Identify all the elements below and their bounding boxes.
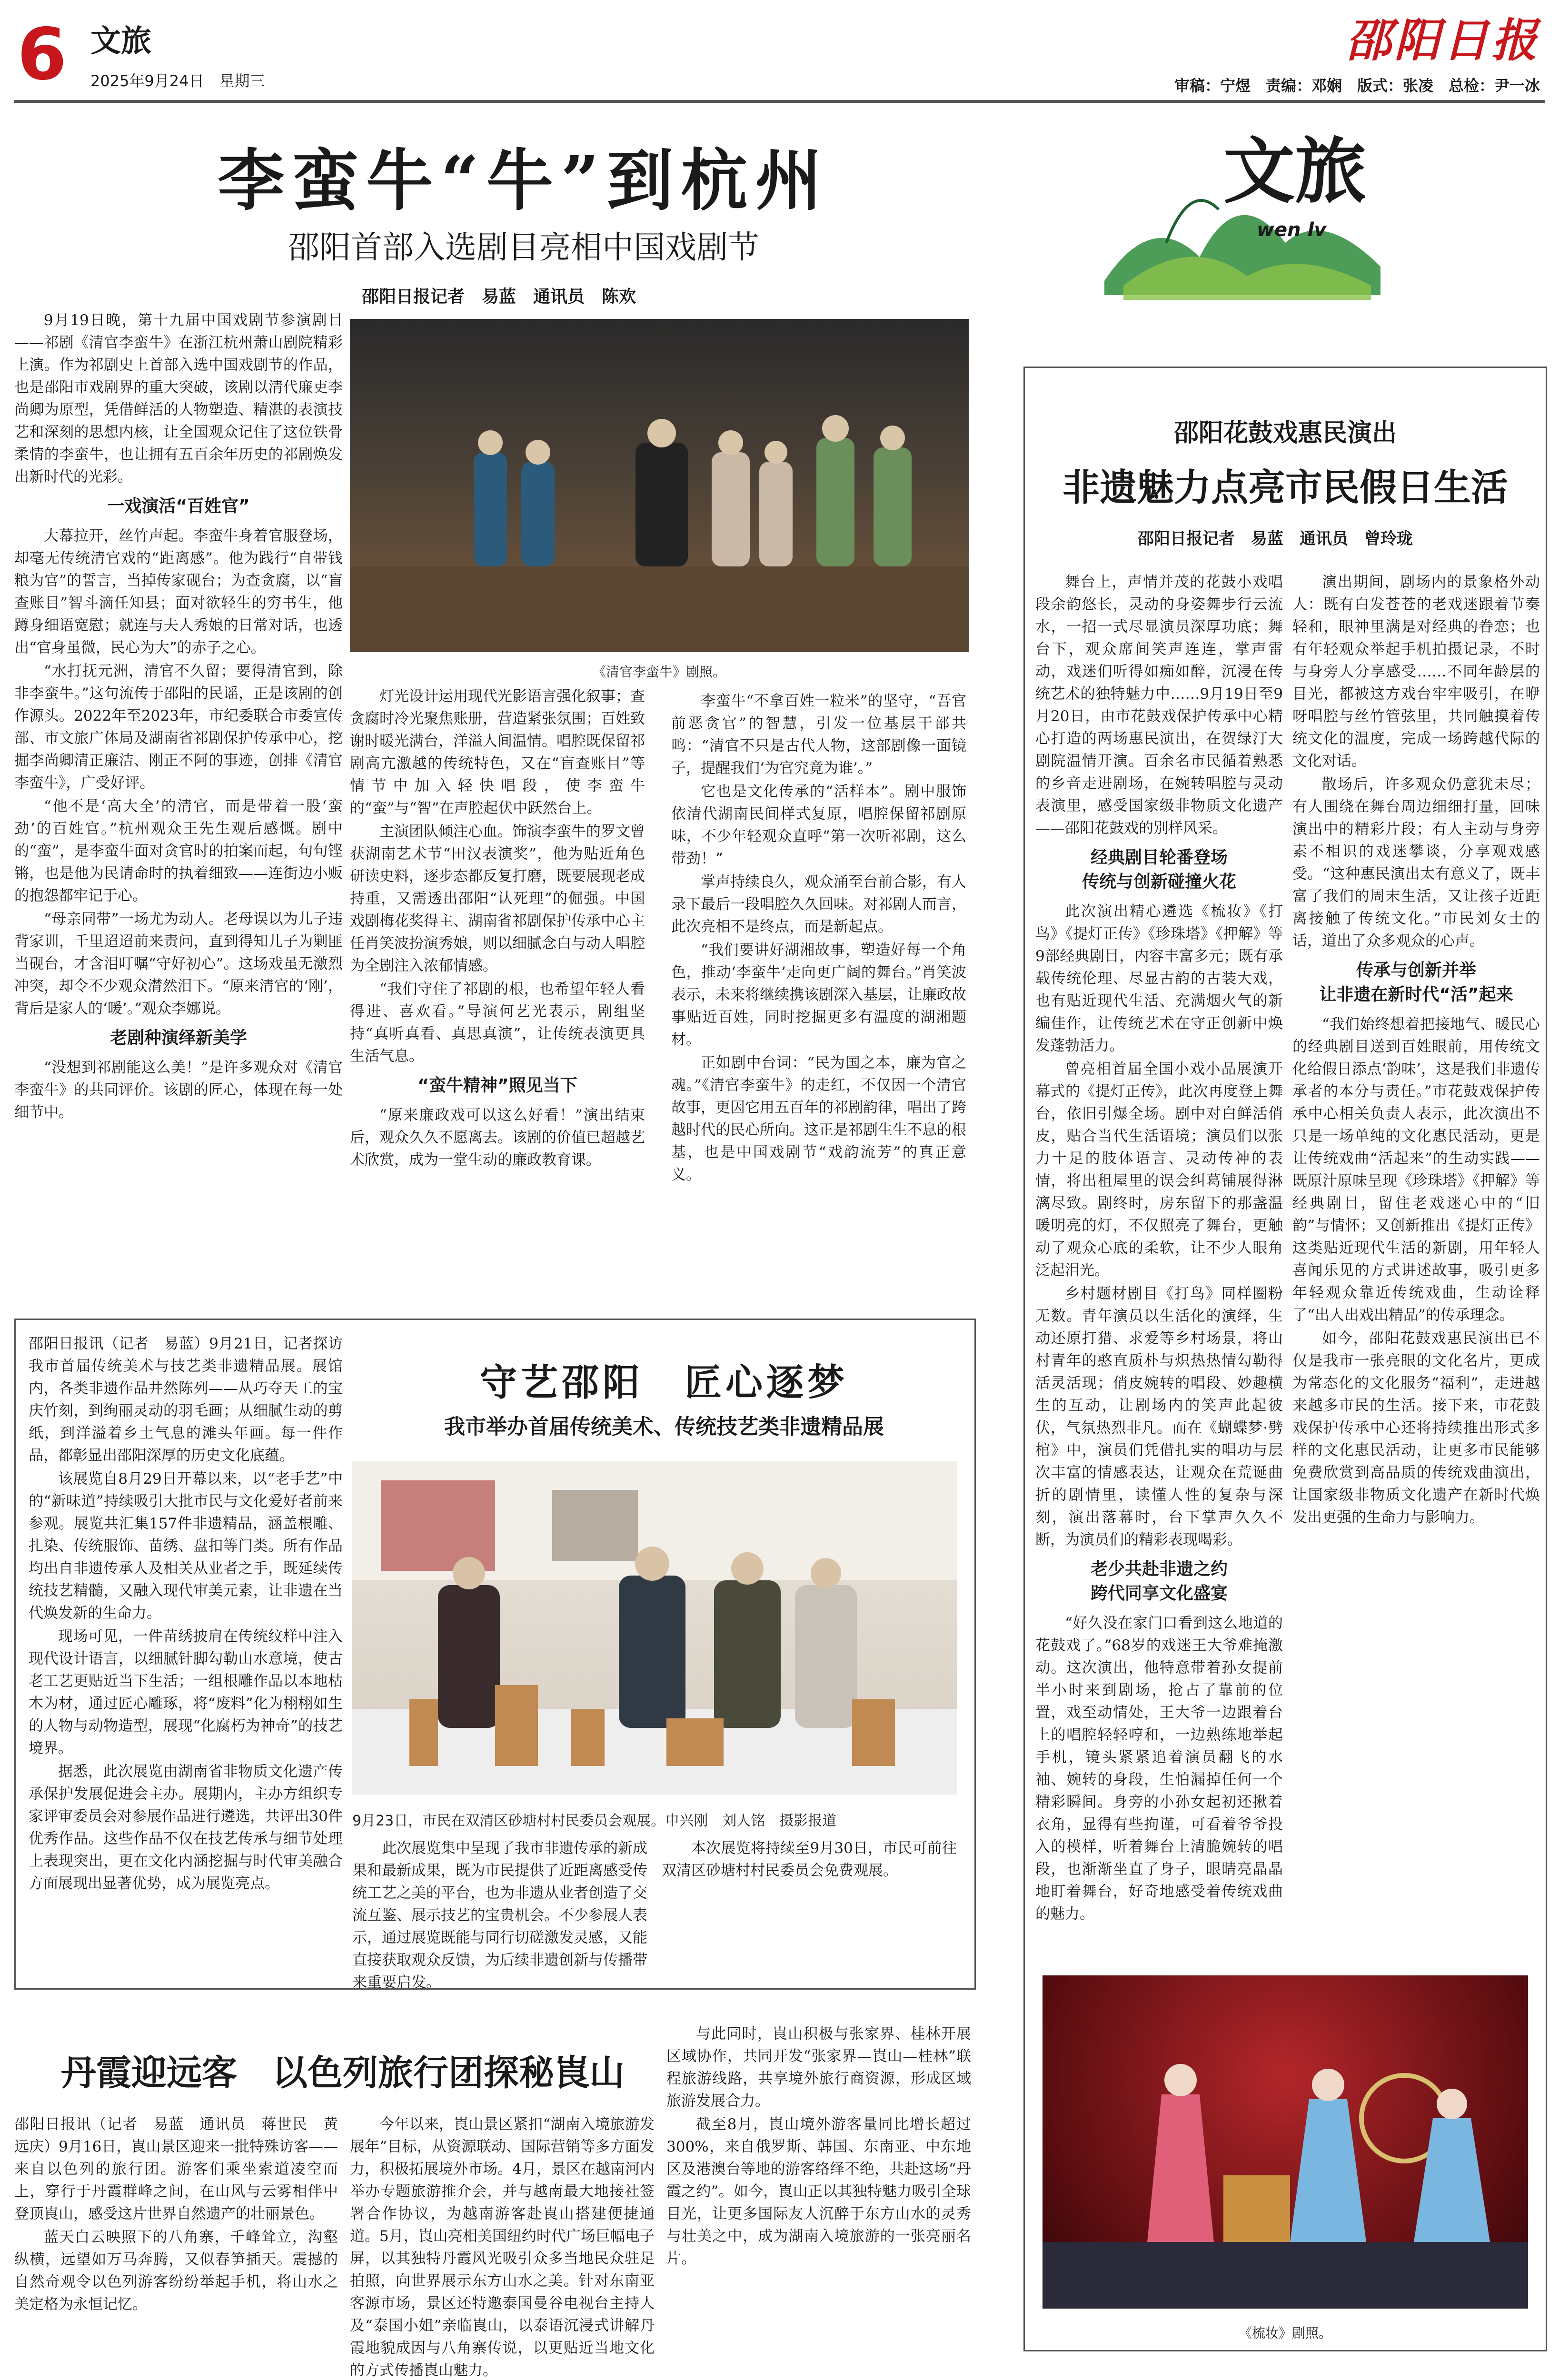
paragraph: 掌声持续良久，观众涌至台前合影，有人录下最后一段唱腔久久回味。对祁剧人而言，此次亮相不是终点，而是新起点。 — [671, 873, 966, 935]
paragraph: 截至8月，崀山境外游客量同比增长超过300%，来自俄罗斯、韩国、东南亚、中东地区及港澳台等地的游客络绎不绝，共赴这场“丹霞之约”。如今，崀山正以其独特魅力吸引全球目光，让更多国际友人沉醉于东方山水的灵秀与壮美之中，成为湖南入境旅游的一张亮丽名片。 — [666, 2116, 971, 2267]
paragraph: “母亲同带”一场尤为动人。老母误以为儿子违背家训，千里迢迢前来责问，直到得知儿子为剿匪当砚台，才含泪叮嘱“守好初心”。这场戏虽无激烈冲突，却令不少观众潸然泪下。“原来清官的‘刚’，背后是家人的‘暖’。”观众李娜说。 — [14, 911, 343, 1017]
section-logo — [1095, 124, 1390, 305]
art1-col3 — [671, 328, 966, 1187]
paragraph: 它也是文化传承的“活样本”。剧中服饰依清代湖南民间样式复原，唱腔保留祁剧原味，不少年轻观众直呼“第一次听祁剧，这么带劲！” — [671, 783, 966, 867]
paragraph: 演出期间，剧场内的景象格外动人：既有白发苍苍的老戏迷跟着节奏轻和，眼神里满是对经典的眷恋；也有年轻观众举起手机拍摄记录，不时与身旁人分享感受……不同年龄层的目光，都被这方戏台牢牢吸引，在咿呀唱腔与丝竹管弦里，共同触摸着传统文化的温度，完成一场跨越代际的文化对话。 — [1292, 574, 1540, 770]
art1-subhead-1: 一戏演活“百姓官” — [107, 496, 250, 516]
art2-col2 — [352, 1837, 647, 1995]
paragraph: “水打抚元洲，清官不久留；要得清官到，除非李蛮牛。”这句流传于邵阳的民谣，正是该剧的创作源头。2022年至2023年，市纪委联合市委宣传部、市文旅广体局及湖南省祁剧保护传承中心，挖掘李尚卿清正廉洁、刚正不阿的事迹，创排《清官李蛮牛》，广受好评。 — [14, 663, 343, 792]
art1-col1 — [14, 309, 343, 1125]
paragraph: 曾亮相首届全国小戏小品展演开幕式的《提灯正传》，此次再度登上舞台，依旧引爆全场。剧中对白鲜活俏皮，贴合当代生活语境；演员们以张力十足的肢体语言、灵动传神的表情，将出租屋里的误会纠葛铺展得淋漓尽致。剧终时，房东留下的那盏温暖明亮的灯，不仅照亮了舞台，更触动了观众心底的柔软，让不少人眼角泛起泪光。 — [1035, 1061, 1283, 1279]
paragraph: “好久没在家门口看到这么地道的花鼓戏了。”68岁的戏迷王大爷难掩激动。这次演出，他特意带着孙女提前半小时来到剧场，抢占了靠前的位置，戏至动情处，王大爷一边跟着台上的唱腔轻轻哼和，一边熟练地举起手机，镜头紧紧追着演员翻飞的水袖、婉转的身段，生怕漏掉任何一个精彩瞬间。身旁的小孙女起初还揪着衣角，显得有些拘谨，可看着爷爷投入的模样，听着舞台上清脆婉转的唱段，也渐渐坐直了身子，眼睛亮晶晶地盯着舞台，好奇地感受着传统戏曲的魅力。 — [1035, 1615, 1283, 1923]
art4-subhead-2: 老少共赴非遗之约 — [1090, 1559, 1228, 1579]
art4-subhead-1: 经典剧目轮番登场 — [1090, 848, 1228, 867]
art2-photo-caption: 9月23日，市民在双清区砂塘村村民委员会观展。申兴刚 刘人铭 摄影报道 — [352, 1813, 837, 1829]
art1-title: 李蛮牛“牛”到杭州 — [218, 142, 830, 220]
paragraph: 9月19日晚，第十九届中国戏剧节参演剧目——祁剧《清官李蛮牛》在浙江杭州萧山剧院精彩上演。作为祁剧史上首部入选中国戏剧节的作品，也是邵阳市戏剧界的重大突破，该剧以清代廉吏李尚卿为原型，凭借鲜活的人物塑造、精湛的表演技艺和深刻的思想内核，让全国观众记住了这位铁骨柔情的李蛮牛，也让拥有五百余年历史的祁剧焕发出新时代的光彩。 — [14, 312, 343, 486]
paragraph: 灯光设计运用现代光影语言强化叙事；查贪腐时冷光聚焦账册，营造紧张氛围；百姓致谢时暖光满台，洋溢人间温情。唱腔既保留祁剧高亢激越的传统特色，又在“盲查账目”等情节中加入轻快唱段，使李蛮牛的“蛮”与“智”在声腔起伏中跃然台上。 — [350, 688, 645, 817]
art4-byline: 邵阳日报记者 易蓝 通讯员 曾玲珑 — [1138, 529, 1413, 548]
paragraph: 主演团队倾注心血。饰演李蛮牛的罗文曾获湖南艺术节“田汉表演奖”，他为贴近角色研读史料，逐步态都反复打磨，既要展现老成持重，又需透出邵阳“认死理”的倔强。中国戏剧梅花奖得主、湖南省祁剧保护传承中心主任肖笑波扮演秀娘，则以细腻念白与动人唱腔为全剧注入浓郁情感。 — [350, 823, 645, 974]
art1-photo-caption: 《清官李蛮牛》剧照。 — [592, 664, 726, 680]
art1-subhead-2: 老剧种演绎新美学 — [109, 1028, 247, 1048]
paragraph: “我们始终想着把接地气、暖民心的经典剧目送到百姓眼前，用传统文化给假日添点‘韵味’，这是我们非遗传承者的本分与责任。”市花鼓戏保护传承中心相关负责人表示，此次演出不只是一场单纯的文化惠民活动，更是让传统戏曲“活起来”的生动实践——既原汁原味呈现《珍珠塔》《押解》等经典剧目，留住老戏迷心中的“旧韵”与情怀；又创新推出《提灯正传》这类贴近现代生活的新剧，用年轻人喜闻乐见的方式讲述故事，吸引更多年轻观众靠近传统戏曲，生动诠释了“出人出戏出精品”的传承理念。 — [1292, 1016, 1540, 1324]
paragraph: 大幕拉开，丝竹声起。李蛮牛身着官服登场，却毫无传统清官戏的“距离感”。他为践行“自带钱粮为官”的誓言，当掉传家砚台；为查贪腐，以“盲查账目”智斗滴任知县；面对欲轻生的穷书生，他蹲身细语宽慰；就连与夫人秀娘的日常对话，也透出“官身虽微，民心为大”的赤子之心。 — [14, 527, 343, 656]
paper-name-logo: 邵阳日报 — [1346, 13, 1540, 67]
section-logo-text: 文旅 — [1223, 129, 1367, 213]
art4-subhead-3b: 让非遗在新时代“活”起来 — [1319, 985, 1513, 1004]
art4-col2 — [1292, 571, 1540, 1530]
exhibition-illustration — [352, 1461, 957, 1795]
art3-col1 — [14, 2113, 338, 2317]
paragraph: 散场后，许多观众仍意犹未尽；有人围绕在舞台周边细细打量，回味演出中的精彩片段；有人主动与身旁素不相识的戏迷攀谈，分享观戏感受。“这种惠民演出太有意义了，既丰富了我们的周末生活，又让孩子近距离接触了传统文化。”市民刘女士的话，道出了众多观众的心声。 — [1292, 776, 1540, 950]
paragraph: 该展览自8月29日开幕以来，以“老手艺”中的“新味道”持续吸引大批市民与文化爱好者前来参观。展览共汇集157件非遗精品，涵盖根雕、扎染、传统服饰、苗绣、盘扣等门类。所有作品均出自非遗传承人及相关从业者之手，既延续传统技艺精髓，又融入现代审美元素，让非遗在当代焕发新的生命力。 — [29, 1470, 343, 1622]
editor-credits: 审稿：宁煜 责编：邓娴 版式：张凌 总检：尹一冰 — [1174, 77, 1540, 95]
paragraph: 李蛮牛“不拿百姓一粒米”的坚守，“吾官前恶贪官”的智慧，引发一位基层干部共鸣：“清官不只是古代人物，这部剧像一面镜子，提醒我们‘为官究竟为谁’。” — [671, 693, 966, 777]
art1-byline: 邵阳日报记者 易蓝 通讯员 陈欢 — [362, 287, 636, 307]
art4-kicker: 邵阳花鼓戏惠民演出 — [1173, 419, 1397, 447]
paragraph: 现场可见，一件苗绣披肩在传统纹样中注入现代设计语言，以细腻针脚勾勒山水意境，使古老工艺更贴近当下生活；一组根雕作品以本地枯木为材，通过匠心雕琢，将“废料”化为栩栩如生的人物与动物造型，展现“化腐朽为神奇”的技艺境界。 — [29, 1628, 343, 1757]
paragraph: 今年以来，崀山景区紧扣“湖南入境旅游发展年”目标，从资源联动、国际营销等多方面发力，积极拓展境外市场。4月，景区在越南河内举办专题旅游推介会，并与越南最大地接社签署合作协议，为越南游客赴崀山搭建便捷通道。5月，崀山亮相美国纽约时代广场巨幅电子屏，以其独特丹霞风光吸引众多当地民众驻足拍照，向世界展示东方山水之美。针对东南亚客源市场，景区还特邀泰国曼谷电视台主持人及“泰国小姐”亲临崀山，以泰语沉浸式讲解丹霞地貌成因与八角寨传说，以更贴近当地文化的方式传播崀山魅力。 — [350, 2116, 655, 2379]
paragraph: 与此同时，崀山积极与张家界、桂林开展区域协作，共同开发“张家界—崀山—桂林”联程旅游线路，共享境外旅行商资源，形成区域旅游发展合力。 — [666, 2025, 971, 2110]
art1-subhead-3: “蛮牛精神”照见当下 — [417, 1076, 577, 1095]
art4-subhead-2b: 跨代同享文化盛宴 — [1090, 1584, 1228, 1603]
art4-subhead-3: 传承与创新并举 — [1356, 961, 1476, 980]
huagu-opera-illustration — [1043, 1975, 1528, 2309]
paragraph: 此次演出精心遴选《梳妆》《打鸟》《提灯正传》《珍珠塔》《押解》等9部经典剧目，内容丰富多元；既有承载传统伦理、尽显古韵的古装大戏，也有贴近现代生活、充满烟火气的新编佳作，让传统艺术在守正创新中焕发蓬勃活力。 — [1035, 903, 1283, 1054]
art1-col2 — [350, 685, 645, 1172]
art2-photo — [352, 1461, 957, 1795]
section-logo-pinyin: wen lv — [1257, 219, 1327, 241]
paragraph: 乡村题材剧目《打鸟》同样圈粉无数。青年演员以生活化的演绎，生动还原打猎、求爱等乡村场景，将山村青年的憨直质朴与炽热热情勾勒得活灵活现；俏皮婉转的唱段、妙趣横生的互动，让剧场内的笑声此起彼伏，气氛热烈非凡。而在《蝴蝶梦·劈棺》中，演员们凭借扎实的唱功与层次丰富的情感表达，让观众在荒诞曲折的剧情里，读懂人性的复杂与深刻，演出落幕时，台下掌声久久不断，为演员们的精彩表现喝彩。 — [1035, 1285, 1283, 1548]
paragraph: 蓝天白云映照下的八角寨，千峰耸立，沟壑纵横，远望如万马奔腾，又似春笋插天。震撼的自然奇观令以色列游客纷纷举起手机，将山水之美定格为永恒记忆。 — [14, 2229, 338, 2313]
art4-title: 非遗魅力点亮市民假日生活 — [1062, 466, 1508, 509]
art1-subtitle: 邵阳首部入选剧目亮相中国戏剧节 — [288, 229, 759, 266]
paragraph: 舞台上，声情并茂的花鼓小戏唱段余韵悠长，灵动的身姿舞步行云流水，一招一式尽显演员深厚功底；舞台下，观众席间笑声连连，掌声雷动，戏迷们听得如痴如醉，沉浸在传统艺术的独特魅力中……9月19日至9月20日，由市花鼓戏保护传承中心精心打造的两场惠民演出，在贺绿汀大剧院温情开演。百余名市民循着熟悉的乡音走进剧场，在婉转唱腔与灵动表演里，感受国家级非物质文化遗产——邵阳花鼓戏的别样风采。 — [1035, 574, 1283, 837]
art4-col1 — [1035, 571, 1283, 1923]
paragraph: “我们要讲好湖湘故事，塑造好每一个角色，推动‘李蛮牛’走向更广阔的舞台。”肖笑波表示，未来将继续携该剧深入基层，让廉政故事贴近百姓，同时挖掘更多有温度的湖湘题材。 — [671, 942, 966, 1048]
art2-col3 — [662, 1837, 957, 1883]
paragraph: 邵阳日报讯（记者 易蓝 通讯员 蒋世民 黄远庆）9月16日，崀山景区迎来一批特殊访客——来自以色列的旅行团。游客们乘坐索道凌空而上，穿行于丹霞群峰之间，在山风与云雾相伴中登顶崀山，感受这片世界自然遗产的壮丽景色。 — [14, 2116, 338, 2222]
art4-photo — [1043, 1975, 1528, 2309]
art4-photo-caption: 《梳妆》剧照。 — [1238, 2325, 1332, 2341]
date-line: 2025年9月24日 星期三 — [90, 72, 265, 90]
page-number: 6 — [17, 13, 67, 96]
art2-title: 守艺邵阳 匠心逐梦 — [479, 1361, 848, 1404]
art2-subtitle: 我市举办首届传统美术、传统技艺类非遗精品展 — [444, 1415, 884, 1439]
art4-subhead-1b: 传统与创新碰撞火花 — [1082, 872, 1236, 892]
paragraph: 如今，邵阳花鼓戏惠民演出已不仅是我市一张亮眼的文化名片，更成为常态化的文化服务“福利”，走进越来越多市民的生活。接下来，市花鼓戏保护传承中心还将持续推出形式多样的文化惠民活动，让更多市民能够免费欣赏到高品质的传统戏曲演出，让国家级非物质文化遗产在新时代焕发出更强的生命力与影响力。 — [1292, 1330, 1540, 1526]
paragraph: 据悉，此次展览由湖南省非物质文化遗产传承保护发展促进会主办。展期内，主办方组织专家评审委员会对参展作品进行遴选，共评出30件优秀作品。这些作品不仅在技艺传承与细节处理上表现突出，更在文化内涵挖掘与时代审美融合方面展现出显著优势，成为展览亮点。 — [29, 1763, 343, 1892]
art3-col2 — [350, 2113, 655, 2380]
paragraph: 此次展览集中呈现了我市非遗传承的新成果和最新成果，既为市民提供了近距离感受传统工艺之美的平台，也为非遗从业者创造了交流互鉴、展示技艺的宝贵机会。不少参展人表示，通过展览既能与同行切磋激发灵感，又能直接获取观众反馈，为后续非遗创新与传播带来重要启发。 — [352, 1840, 647, 1991]
paragraph: 邵阳日报讯（记者 易蓝）9月21日，记者探访我市首届传统美术与技艺类非遗精品展。展馆内，各类非遗作品井然陈列——从巧夺天工的宝庆竹刻，到绚丽灵动的羽毛画；从细腻生动的剪纸，到洋溢着乡土气息的滩头年画。每一件作品，都彰显出邵阳深厚的历史文化底蕴。 — [29, 1335, 343, 1464]
art2-col1 — [29, 1333, 343, 1896]
paragraph: 正如剧中台词：“民为国之本，廉为官之魂。”《清官李蛮牛》的走红，不仅因一个清官故事，更因它用五百年的祁剧韵律，唱出了跨越时代的民心所向。这正是祁剧生生不息的根基，也是中国戏剧节“戏韵流芳”的真正意义。 — [671, 1054, 966, 1183]
art3-col3 — [666, 2023, 971, 2271]
paragraph: 本次展览将持续至9月30日，市民可前往双清区砂塘村村民委员会免费观展。 — [662, 1840, 957, 1879]
paragraph: “原来廉政戏可以这么好看！”演出结束后，观众久久不愿离去。该剧的价值已超越艺术欣赏，成为一堂生动的廉政教育课。 — [350, 1107, 645, 1169]
paragraph: “没想到祁剧能这么美！”是许多观众对《清官李蛮牛》的共同评价。该剧的匠心，体现在每一处细节中。 — [14, 1059, 343, 1121]
masthead-rule — [14, 100, 1545, 103]
paragraph: “他不是‘高大全’的清官，而是带着一股‘蛮劲’的百姓官。”杭州观众王先生观后感慨。剧中的“蛮”，是李蛮牛面对贪官时的拍案而起，句句铿锵，也是他为民请命时的执着细致——连街边小贩的抱怨都牢记于心。 — [14, 798, 343, 904]
art3-title: 丹霞迎远客 以色列旅行团探秘崀山 — [61, 2053, 625, 2093]
paragraph: “我们守住了祁剧的根，也希望年轻人看得进、喜欢看。”导演何艺光表示，剧组坚持“真听真看、真思真演”，让传统表演更具生活气息。 — [350, 981, 645, 1065]
section-name: 文旅 — [90, 24, 151, 59]
